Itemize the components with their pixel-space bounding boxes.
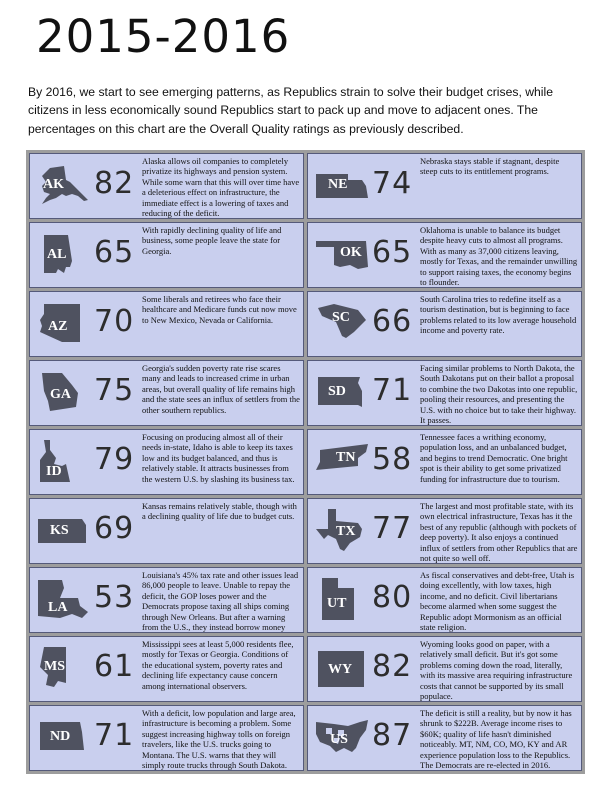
state-description: Georgia's sudden poverty rate rise scares many and leads to increased crime in urban areas, but overall quality of life remains high and the state sees an influx of settlers from the other southern republics.	[142, 363, 300, 415]
state-description: Alaska allows oil companies to completely privatize its highways and pension system. While some warn that this will over time have a deleterious effect on infrastructure, the immediate effect is a lowering of taxes and reducing of the deficit.	[142, 156, 300, 219]
quality-rating: 61	[94, 649, 135, 684]
state-cell-tx	[307, 498, 582, 564]
texas-shape-icon	[314, 509, 370, 551]
state-cell-sc	[307, 291, 582, 357]
state-description: Oklahoma is unable to balance its budget despite heavy cuts to almost all programs. With as many as 37,000 citizens leaving, mostly for Texas, and the remainder unwilling to support raising taxes, the economy begins to flounder.	[420, 225, 578, 288]
state-description: Wyoming looks good on paper, with a relatively small deficit. But it's got some problems coming down the road, literally, with its massive area requiring infrastructure costs that cannot be supported by its small populace.	[420, 639, 573, 702]
state-cell-ok	[307, 222, 582, 288]
state-abbr: TN	[336, 450, 356, 465]
quality-rating: 77	[372, 511, 413, 546]
state-description: With a deficit, low population and large area, infrastructure is becoming a problem. Some suggest increasing highway tolls on foreign travelers, like the U.S. trucks going to Montana. The U.S. warns that they will simply route trucks through South Dakota.	[142, 708, 296, 771]
quality-rating: 71	[372, 373, 413, 408]
mississippi-shape-icon	[36, 647, 92, 689]
state-cell-az	[29, 291, 304, 357]
north-dakota-shape-icon	[36, 716, 92, 758]
state-cell-ne	[307, 153, 582, 219]
oklahoma-shape-icon	[314, 233, 370, 275]
state-description: Mississippi sees at least 5,000 residents flee, mostly for Texas or Georgia. Conditions of the educational system, poverty rates and declining life expectancy cause concern among international observers.	[142, 639, 294, 691]
state-description: The deficit is still a reality, but by now it has shrunk to $222B. Average income rises to $60K; quality of life hasn't diminished noticeably. MT, NM, CO, MO, KY and AR experience population loss to the Republics. The Democrats are re-elected in 2016.	[420, 708, 572, 771]
south-carolina-shape-icon	[314, 302, 370, 344]
state-abbr: WY	[328, 662, 353, 677]
state-cell-al	[29, 222, 304, 288]
state-cell-sd	[307, 360, 582, 426]
state-cell-id	[29, 429, 304, 495]
quality-rating: 65	[372, 235, 413, 270]
quality-rating: 74	[372, 166, 413, 201]
state-cell-wy	[307, 636, 582, 702]
state-description: With rapidly declining quality of life and business, some people leave the state for Georgia.	[142, 225, 282, 256]
page-title: 2015-2016	[36, 10, 291, 63]
quality-rating: 66	[372, 304, 413, 339]
state-cell-ak	[29, 153, 304, 219]
state-cell-us	[307, 705, 582, 771]
kansas-shape-icon	[36, 509, 92, 551]
state-abbr: SD	[328, 384, 346, 399]
quality-rating: 80	[372, 580, 413, 615]
state-abbr: ID	[46, 464, 62, 479]
state-abbr: ND	[50, 729, 71, 744]
state-description: Nebraska stays stable if stagnant, despite steep cuts to its entitlement programs.	[420, 156, 560, 177]
quality-rating: 82	[94, 166, 135, 201]
state-description: As fiscal conservatives and debt-free, Utah is doing excellently, with low taxes, high income, and no deficit. Civil libertarians become alarmed when some suggest the Republic adopt Mormonism as an official state religion.	[420, 570, 575, 633]
state-abbr: US	[330, 732, 348, 747]
quality-rating: 70	[94, 304, 135, 339]
louisiana-shape-icon	[36, 578, 92, 620]
state-abbr: MS	[44, 659, 65, 674]
state-abbr: AK	[43, 177, 64, 192]
state-ratings-grid	[26, 150, 585, 774]
state-cell-ga	[29, 360, 304, 426]
quality-rating: 71	[94, 718, 135, 753]
intro-paragraph: By 2016, we start to see emerging patterns, as Republics strain to solve their budget crises, while citizens in less economically sound Republics start to pack up and move to adjacent ones. The percentages on this chart are the Overall Quality ratings as previously described.	[28, 85, 554, 136]
state-cell-tn	[307, 429, 582, 495]
state-abbr: KS	[50, 523, 69, 538]
state-cell-nd	[29, 705, 304, 771]
state-abbr: LA	[48, 600, 68, 615]
utah-shape-icon	[314, 578, 370, 620]
state-abbr: AZ	[48, 319, 68, 334]
alaska-shape-icon	[36, 164, 92, 206]
state-description: Louisiana's 45% tax rate and other issues lead 86,000 people to leave. Unable to repay the deficit, the GOP loses power and the Democrats propose taxing all ships coming through New Orleans. But after a warning from the U.S., they instead borrow money	[142, 570, 299, 633]
state-description: South Carolina tries to redefine itself as a tourism destination, but is beginning to face problems related to its low average household income and poverty rate.	[420, 294, 577, 336]
state-abbr: OK	[340, 245, 362, 260]
south-dakota-shape-icon	[314, 371, 370, 413]
idaho-shape-icon	[36, 440, 92, 482]
state-abbr: SC	[332, 310, 350, 325]
state-cell-ut	[307, 567, 582, 633]
state-abbr: AL	[47, 247, 67, 262]
state-abbr: UT	[327, 596, 347, 611]
quality-rating: 82	[372, 649, 413, 684]
state-description: The largest and most profitable state, with its own electrical infrastructure, Texas has it the best of any republic (although with pockets of deep poverty). It also enjoys a continued influx of settlers from other Republics that are not quite so well off.	[420, 501, 578, 564]
state-cell-la	[29, 567, 304, 633]
tennessee-shape-icon	[314, 440, 370, 482]
quality-rating: 58	[372, 442, 413, 477]
state-description: Focusing on producing almost all of their needs in-state, Idaho is able to keep its taxes low and its budget balanced, and thus is relatively stable. It attracts businesses from the western U.S. by slashing its business tax.	[142, 432, 295, 484]
state-description: Facing similar problems to North Dakota, the South Dakotans put on their ballot a proposal to combine the two Dakotas into one republic, pooling their resources, and presenting the U.S. with no choice but to take their highway. It passes.	[420, 363, 578, 426]
state-abbr: NE	[328, 177, 348, 192]
state-description: Kansas remains relatively stable, though with a declining quality of life due to budget cuts.	[142, 501, 297, 522]
state-cell-ks	[29, 498, 304, 564]
state-description: Some liberals and retirees who face their healthcare and Medicare funds cut now move to New Mexico, Nevada or California.	[142, 294, 297, 325]
wyoming-shape-icon	[314, 647, 370, 689]
georgia-shape-icon	[36, 371, 92, 413]
quality-rating: 53	[94, 580, 135, 615]
quality-rating: 75	[94, 373, 135, 408]
united-states-shape-icon	[314, 716, 370, 758]
nebraska-shape-icon	[314, 164, 370, 206]
state-description: Tennessee faces a writhing economy, population loss, and an unbalanced budget, and begins to trend Democratic. One bright spot is their ability to get some privatized funding for infrastructure due to tourism.	[420, 432, 568, 484]
alabama-shape-icon	[36, 233, 92, 275]
state-abbr: GA	[50, 387, 71, 402]
quality-rating: 87	[372, 718, 413, 753]
state-cell-ms	[29, 636, 304, 702]
quality-rating: 79	[94, 442, 135, 477]
state-abbr: TX	[336, 524, 356, 539]
quality-rating: 65	[94, 235, 135, 270]
quality-rating: 69	[94, 511, 135, 546]
arizona-shape-icon	[36, 302, 92, 344]
